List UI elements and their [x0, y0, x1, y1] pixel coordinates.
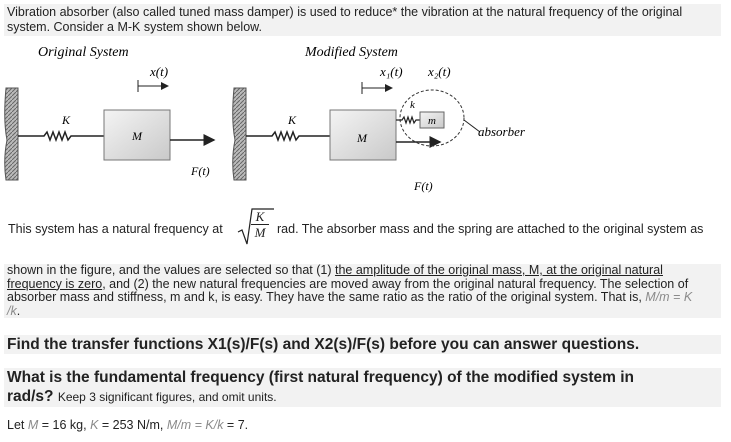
description-paragraph [4, 264, 721, 318]
given-let: Let [7, 418, 28, 432]
para-text-3: absorber mass and stiffness, m and k, is easy. They have the same ratio as the ratio of the original system. That is, [7, 290, 646, 304]
question-2-note: Keep 3 significant figures, and omit units. [57, 390, 277, 404]
ratio-text-end: /k [7, 303, 17, 318]
given-M-value: = 16 kg, [38, 418, 91, 432]
given-values [7, 418, 248, 432]
frequency-pre-text: This system has a natural frequency at [8, 222, 223, 236]
x1-label: x₁(t) [380, 64, 403, 79]
para-underlined-1: the amplitude of the original mass, M, at the original natural [334, 263, 663, 277]
modified-spring [246, 132, 330, 140]
given-ratio: M/m = K/k [166, 418, 224, 432]
x1-arrow [362, 82, 392, 94]
question-2-line-1: What is the fundamental frequency (first natural frequency) of the modified system in [7, 369, 634, 386]
modified-wall [233, 88, 246, 180]
frequency-post-text: rad. The absorber mass and the spring are attached to the original system as [277, 222, 704, 236]
original-wall [5, 88, 18, 180]
para-text-2: , and (2) the new natural frequencies are moved away from the original natural frequency. The selection of [102, 276, 689, 291]
para-underlined-2: frequency is zero [7, 276, 103, 291]
absorber-spring-label: k [410, 99, 415, 111]
question-2-line-2: rad/s? [7, 388, 54, 405]
sqrt-fraction [251, 209, 269, 241]
fraction-denominator: M [254, 225, 266, 240]
modified-force-label: F(t) [414, 179, 433, 193]
given-ratio-value: = 7. [223, 418, 249, 432]
absorber-mass-label: m [428, 115, 436, 127]
fraction-numerator: K [251, 209, 269, 225]
original-spring-label: K [62, 113, 71, 127]
intro-line-2: system. Consider a M-K system shown below. [7, 20, 262, 34]
modified-mass-label: M [357, 131, 367, 145]
given-K: K [90, 418, 99, 432]
absorber-spring [396, 117, 420, 123]
given-M: M [27, 418, 39, 432]
mass-spring-diagram [0, 40, 731, 202]
original-mass-label: M [132, 129, 142, 143]
original-spring [18, 132, 104, 140]
modified-title: Modified System [305, 45, 398, 60]
original-force-label: F(t) [191, 164, 210, 178]
period: . [16, 303, 21, 318]
question-2 [4, 368, 721, 407]
modified-spring-label: K [288, 113, 297, 127]
para-text-1: shown in the figure, and the values are selected so that (1) [7, 263, 335, 277]
x-arrow [138, 80, 168, 92]
x-label: x(t) [150, 64, 169, 79]
original-title: Original System [38, 45, 129, 60]
absorber-label: absorber [478, 124, 525, 139]
ratio-text: M/m = K [645, 290, 693, 304]
given-K-value: = 253 N/m, [98, 418, 167, 432]
x2-label: x₂(t) [428, 64, 451, 79]
intro-line-1: Vibration absorber (also called tuned mass damper) is used to reduce* the vibration at the natural frequency of the original [7, 5, 683, 19]
intro-text [4, 4, 721, 36]
frequency-line [4, 202, 727, 258]
question-1: Find the transfer functions X1(s)/F(s) and X2(s)/F(s) before you can answer questions. [4, 335, 721, 354]
